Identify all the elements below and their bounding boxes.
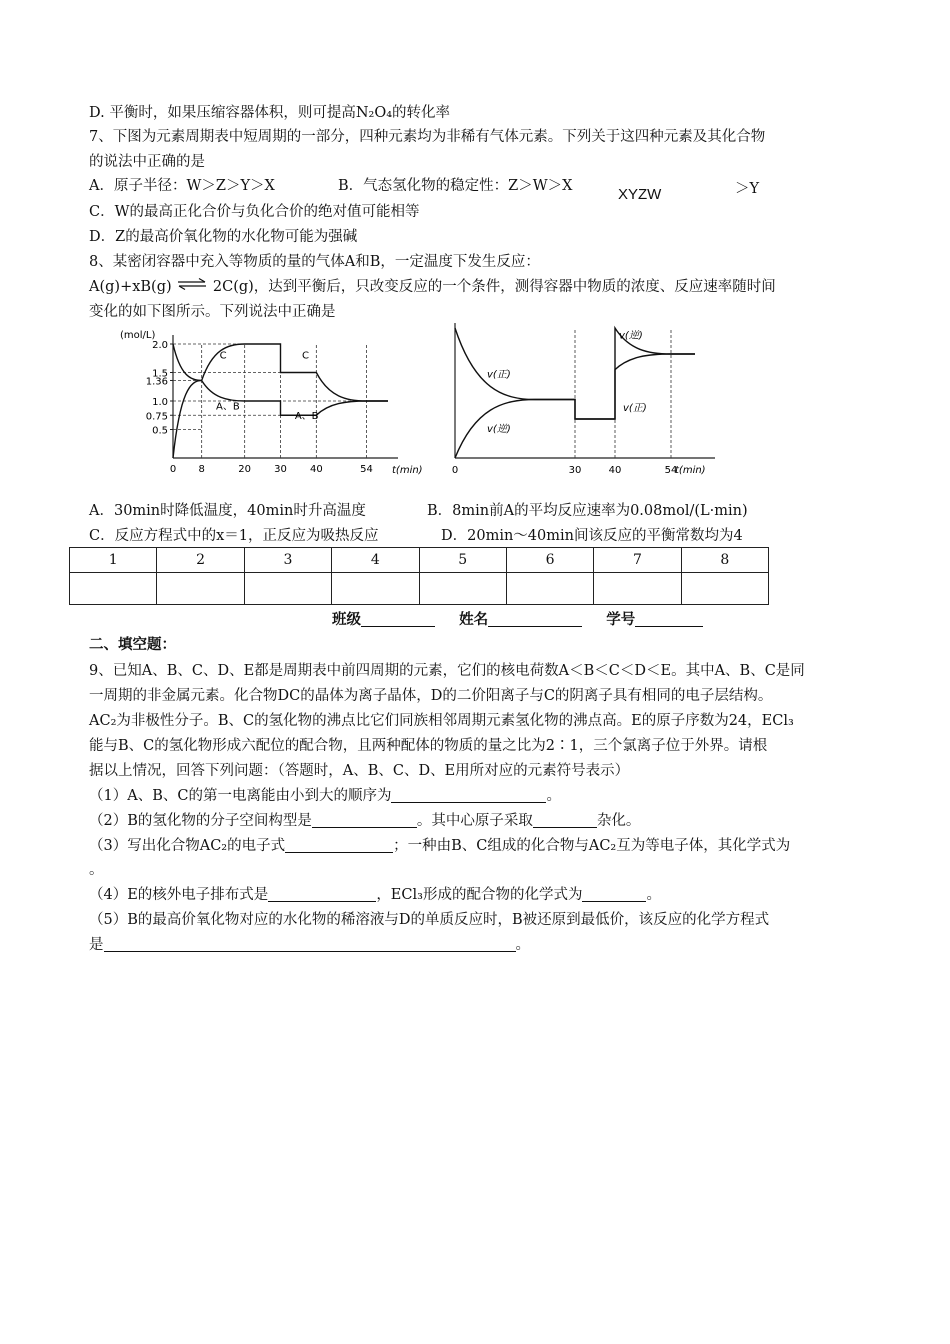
q9-sub3-text-a: （3）写出化合物AC₂的电子式 (89, 838, 286, 854)
q9-sub2 (89, 812, 640, 830)
q9-sub5: （5）B的最高价氧化物对应的水化物的稀溶液与D的单质反应时，B被还原到最低价，该反应的化学方程式 (89, 912, 770, 928)
name-label: 姓名 (459, 612, 489, 628)
q8-option-b: B．8min前A的平均反应速率为0.08mol/(L·min) (427, 503, 748, 519)
answer-header-1: 1 (70, 548, 157, 573)
q9-sub2-blank1[interactable] (312, 813, 417, 828)
q9-sub2-text-c: 杂化。 (596, 813, 641, 829)
q9-sub2-blank2[interactable] (533, 813, 597, 828)
q9-sub4-text-c: 。 (646, 887, 661, 903)
x-tick-label: 20 (238, 464, 252, 475)
answer-header-8: 8 (681, 548, 768, 573)
y-tick-label: 0.75 (145, 411, 168, 423)
q7-option-c: C．W的最高正化合价与负化合价的绝对值可能相等 (89, 204, 420, 220)
answer-header-4: 4 (332, 548, 419, 573)
series-label: v(正) (487, 369, 511, 381)
q9-sub5-text-b: 是 (89, 937, 104, 953)
q9-sub4-blank2[interactable] (582, 887, 646, 902)
x-axis-label: t(min) (392, 465, 423, 476)
answer-cell-1[interactable] (70, 573, 157, 605)
series-label: v(正) (623, 403, 647, 415)
q8-option-a: A．30min时降低温度，40min时升高温度 (89, 503, 366, 519)
q8-equation-left: A(g)+xB(g) (89, 279, 172, 295)
q9-sub5-blank[interactable] (104, 937, 516, 952)
q7-option-a: A．原子半径：W＞Z＞Y＞X (89, 178, 275, 194)
rate-time-chart (440, 318, 730, 475)
answer-cell-2[interactable] (157, 573, 244, 605)
section2-title: 二、填空题： (89, 637, 176, 653)
q9-sub1-end: 。 (546, 788, 561, 804)
q9-line4: 能与B、C的氢化物形成六配位的配合物，且两种配体的物质的量之比为2∶1，三个氯离子位于外界。请根 (89, 738, 768, 754)
class-field[interactable] (361, 612, 435, 627)
q9-sub2-text-b: 。其中心原子采取 (416, 813, 533, 829)
q9-sub4 (89, 886, 661, 904)
x-tick-label: 0 (451, 465, 459, 476)
q8-stem-line1: 8、某密闭容器中充入等物质的量的气体A和B，一定温度下发生反应： (89, 254, 540, 270)
x-tick-label: 40 (309, 464, 323, 475)
x-tick-label: 30 (274, 464, 287, 475)
q8-equation-right: 2C(g)，达到平衡后，只改变反应的一个条件，测得容器中物质的浓度、反应速率随时间 (212, 279, 776, 295)
answer-header-5: 5 (419, 548, 506, 573)
x-tick-label: 30 (568, 465, 582, 476)
q9-sub4-blank1[interactable] (268, 887, 376, 902)
answer-header-7: 7 (594, 548, 681, 573)
student-info-line (332, 611, 703, 629)
answer-cell-6[interactable] (506, 573, 593, 605)
y-tick-label: 1.0 (152, 397, 168, 408)
q7-option-b: B．气态氢化物的稳定性：Z＞W＞X (338, 178, 573, 194)
answer-header-6: 6 (506, 548, 593, 573)
q9-sub3-end: 。 (89, 862, 104, 878)
name-field[interactable] (488, 612, 582, 627)
q7-stem-line1: 7、下图为元素周期表中短周期的一部分，四种元素均为非稀有气体元素。下列关于这四种元素及其化合物 (89, 129, 766, 145)
q9-sub5-answer-line (89, 936, 530, 954)
q7-option-d: D．Z的最高价氧化物的水化物可能为强碱 (89, 229, 358, 245)
q9-sub2-text-a: （2）B的氢化物的分子空间构型是 (89, 813, 312, 829)
answer-cell-7[interactable] (594, 573, 681, 605)
x-tick-label: 8 (198, 464, 205, 475)
answer-header-3: 3 (244, 548, 331, 573)
series-label: v(逆) (487, 424, 511, 435)
x-tick-label: 0 (169, 464, 177, 475)
q8-option-d: D．20min～40min间该反应的平衡常数均为4 (441, 528, 743, 544)
q9-sub5-text-c: 。 (515, 937, 530, 953)
q8-equation-line (89, 278, 776, 296)
q8-option-c: C．反应方程式中的x＝1，正反应为吸热反应 (89, 528, 379, 544)
id-field[interactable] (635, 612, 703, 627)
q9-line5: 据以上情况，回答下列问题：（答题时，A、B、C、D、E用所对应的元素符号表示） (89, 763, 630, 779)
q8-stem-line3: 变化的如下图所示。下列说法中正确是 (89, 304, 336, 320)
q7-option-b-tail: ＞Y (735, 181, 760, 197)
q9-sub3 (89, 837, 790, 855)
q7-stem-line2: 的说法中正确的是 (89, 154, 205, 170)
series-label: A、B (294, 411, 319, 423)
y-tick-label: 1.5 (152, 368, 168, 380)
series-label: C (219, 350, 227, 362)
equilibrium-arrow-icon (176, 278, 208, 290)
answer-header-2: 2 (157, 548, 244, 573)
x-tick-label: 54 (664, 465, 678, 476)
q6-option-d: D. 平衡时，如果压缩容器体积，则可提高N₂O₄的转化率 (89, 105, 451, 121)
q9-sub3-text-b: ；一种由B、C组成的化合物与AC₂互为等电子体，其化学式为 (393, 838, 791, 854)
x-axis-label: t(min) (675, 465, 706, 476)
q9-sub1-text: （1）A、B、C的第一电离能由小到大的顺序为 (89, 788, 392, 804)
answer-cell-5[interactable] (419, 573, 506, 605)
q9-line3: AC₂为非极性分子。B、C的氢化物的沸点比它们同族相邻周期元素氢化物的沸点高。E的原子序数为24，ECl₃ (89, 713, 794, 729)
q9-sub1 (89, 787, 561, 805)
y-tick-label: 1.36 (145, 376, 168, 388)
q9-sub1-blank[interactable] (391, 788, 546, 803)
series-label: C (302, 350, 309, 362)
id-label: 学号 (606, 612, 636, 628)
y-tick-label: 2.0 (152, 340, 168, 351)
x-tick-label: 54 (360, 464, 373, 475)
q9-sub4-text-b: ，ECl₃形成的配合物的化学式为 (376, 887, 583, 903)
answer-table (69, 547, 769, 605)
x-tick-label: 40 (608, 465, 622, 476)
answer-cell-4[interactable] (332, 573, 419, 605)
concentration-time-chart (118, 325, 423, 476)
class-label: 班级 (332, 612, 361, 628)
answer-cell-8[interactable] (681, 573, 768, 605)
q9-sub4-text-a: （4）E的核外电子排布式是 (89, 887, 269, 903)
series-label: A、B (216, 401, 240, 413)
series-label: v(逆) (619, 330, 643, 342)
q9-sub3-blank[interactable] (285, 838, 393, 853)
y-axis-label: (mol/L) (120, 330, 156, 341)
y-tick-label: 0.5 (152, 425, 168, 437)
answer-cell-3[interactable] (244, 573, 331, 605)
q7-periodic-table-text: XYZW (618, 186, 662, 203)
q9-line1: 9、已知A、B、C、D、E都是周期表中前四周期的元素，它们的核电荷数A＜B＜C＜D＜E。其中A、B、C是同 (89, 663, 805, 679)
q9-line2: 一周期的非金属元素。化合物DC的晶体为离子晶体，D的二价阳离子与C的阴离子具有相同的电子层结构。 (89, 688, 773, 704)
